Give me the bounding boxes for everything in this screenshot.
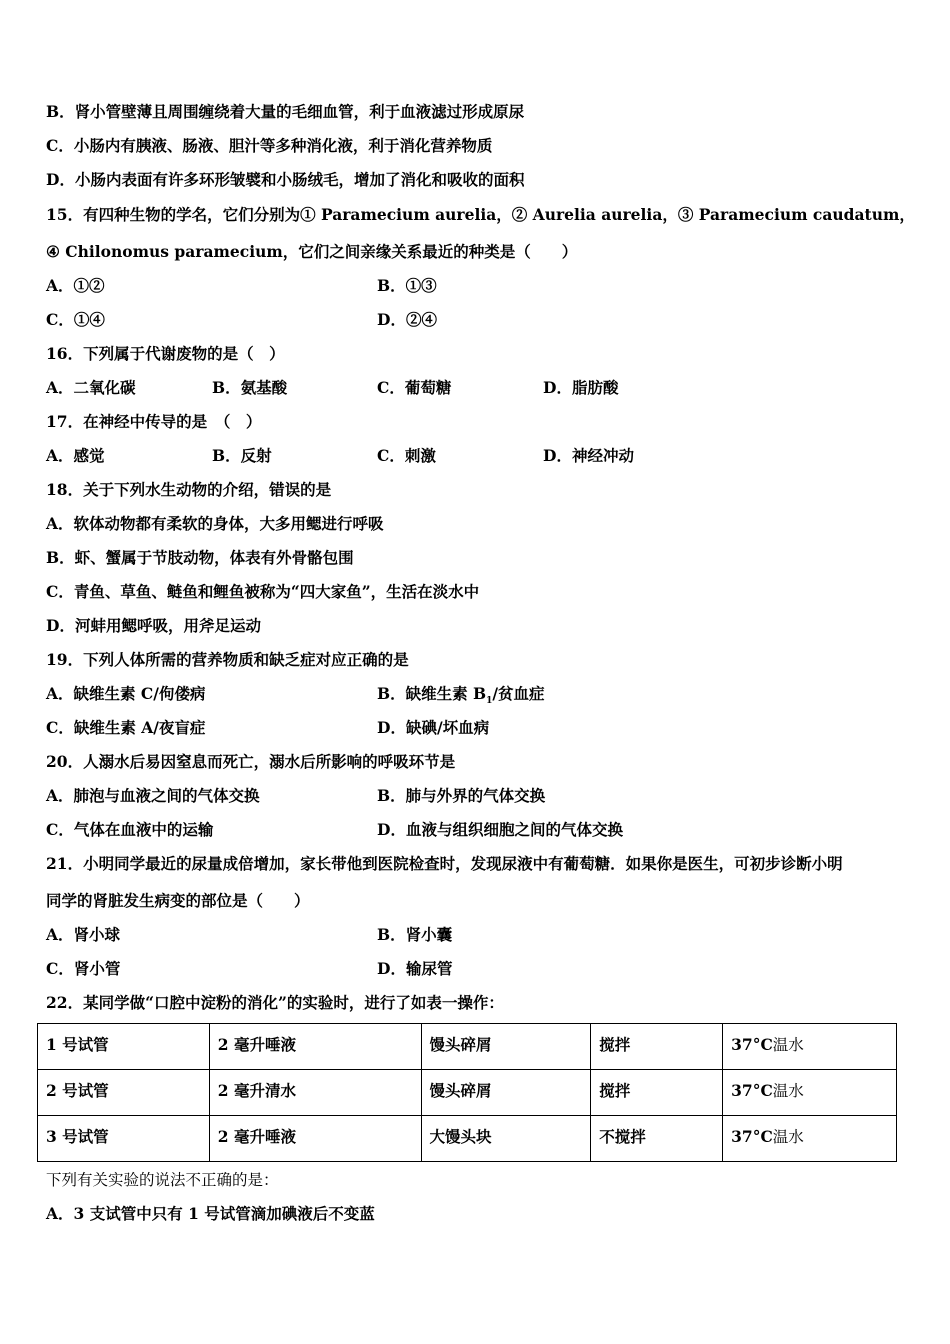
q19-stem: 19．下列人体所需的营养物质和缺乏症对应正确的是	[46, 650, 409, 669]
q19-option-b-subscript: 1	[486, 696, 493, 707]
q17-option-a: A．感觉	[46, 446, 105, 465]
q15-stem-line2: ④ Chilonomus paramecium，它们之间亲缘关系最近的种类是（ ）	[46, 242, 578, 261]
table-cell: 2 毫升唾液	[209, 1024, 421, 1070]
q19-option-b	[377, 684, 545, 711]
q20-option-d: D．血液与组织细胞之间的气体交换	[377, 820, 623, 839]
q15-option-d: D．②④	[377, 310, 437, 329]
table-cell: 2 号试管	[38, 1070, 210, 1116]
table-cell	[723, 1024, 897, 1070]
q17-option-b: B．反射	[212, 446, 272, 465]
q16-stem: 16．下列属于代谢废物的是（ ）	[46, 344, 285, 363]
q17-stem: 17．在神经中传导的是 （ ）	[46, 412, 262, 431]
table-row	[38, 1070, 897, 1116]
table-cell	[723, 1070, 897, 1116]
temperature-value: 37°C	[731, 1035, 773, 1054]
q21-stem-line1: 21．小明同学最近的尿量成倍增加，家长带他到医院检查时，发现尿液中有葡萄糖．如果你是医生，可初步诊断小明	[46, 854, 843, 873]
q14-option-c: C．小肠内有胰液、肠液、胆汁等多种消化液，利于消化营养物质	[46, 136, 493, 155]
q21-option-c: C．肾小管	[46, 959, 121, 978]
q22-stem: 22．某同学做“口腔中淀粉的消化”的实验时，进行了如表一操作：	[46, 993, 504, 1012]
q22-option-a: A．3 支试管中只有 1 号试管滴加碘液后不变蓝	[46, 1204, 375, 1223]
q17-option-c: C．刺激	[377, 446, 436, 465]
q17-option-d: D．神经冲动	[543, 446, 634, 465]
table-cell	[723, 1116, 897, 1162]
q22-experiment-table	[37, 1023, 897, 1162]
table-cell: 馒头碎屑	[421, 1024, 591, 1070]
q19-option-a: A．缺维生素 C/佝偻病	[46, 684, 206, 703]
q15-option-c: C．①④	[46, 310, 105, 329]
table-cell: 1 号试管	[38, 1024, 210, 1070]
q14-option-b: B．肾小管壁薄且周围缠绕着大量的毛细血管，利于血液滤过形成原尿	[46, 102, 525, 121]
q19-option-b-prefix: B．缺维生素 B	[377, 684, 487, 703]
q16-option-b: B．氨基酸	[212, 378, 288, 397]
q19-option-c: C．缺维生素 A/夜盲症	[46, 718, 206, 737]
q21-option-a: A．肾小球	[46, 925, 121, 944]
q15-option-b: B．①③	[377, 276, 437, 295]
q15-option-a: A．①②	[46, 276, 105, 295]
q20-stem: 20．人溺水后易因窒息而死亡，溺水后所影响的呼吸环节是	[46, 752, 456, 771]
q20-option-a: A．肺泡与血液之间的气体交换	[46, 786, 260, 805]
table-cell: 馒头碎屑	[421, 1070, 591, 1116]
q18-option-d: D．河蚌用鳃呼吸，用斧足运动	[46, 616, 261, 635]
q16-option-c: C．葡萄糖	[377, 378, 452, 397]
table-row	[38, 1024, 897, 1070]
q16-option-a: A．二氧化碳	[46, 378, 136, 397]
temperature-value: 37°C	[731, 1127, 773, 1146]
q16-option-d: D．脂肪酸	[543, 378, 619, 397]
q18-stem: 18．关于下列水生动物的介绍，错误的是	[46, 480, 332, 499]
q20-option-b: B．肺与外界的气体交换	[377, 786, 546, 805]
q21-stem-line2: 同学的肾脏发生病变的部位是（ ）	[46, 891, 310, 910]
temperature-value: 37°C	[731, 1081, 773, 1100]
table-cell: 2 毫升唾液	[209, 1116, 421, 1162]
table-cell: 搅拌	[591, 1070, 723, 1116]
q14-option-d: D．小肠内表面有许多环形皱襞和小肠绒毛，增加了消化和吸收的面积	[46, 170, 525, 189]
table-cell: 2 毫升清水	[209, 1070, 421, 1116]
q18-option-a: A．软体动物都有柔软的身体，大多用鳃进行呼吸	[46, 514, 384, 533]
table-cell: 搅拌	[591, 1024, 723, 1070]
temperature-medium: 温水	[772, 1036, 804, 1054]
table-cell: 不搅拌	[591, 1116, 723, 1162]
q20-option-c: C．气体在血液中的运输	[46, 820, 214, 839]
q19-option-b-suffix: /贫血症	[492, 684, 545, 703]
q18-option-c: C．青鱼、草鱼、鲢鱼和鲤鱼被称为“四大家鱼”，生活在淡水中	[46, 582, 480, 601]
q21-option-b: B．肾小囊	[377, 925, 453, 944]
q21-option-d: D．输尿管	[377, 959, 453, 978]
q22-followup: 下列有关实验的说法不正确的是：	[46, 1171, 279, 1189]
table-row	[38, 1116, 897, 1162]
table-cell: 3 号试管	[38, 1116, 210, 1162]
q19-option-d: D．缺碘/坏血病	[377, 718, 490, 737]
temperature-medium: 温水	[772, 1128, 804, 1146]
q18-option-b: B．虾、蟹属于节肢动物，体表有外骨骼包围	[46, 548, 354, 567]
temperature-medium: 温水	[772, 1082, 804, 1100]
table-cell: 大馒头块	[421, 1116, 591, 1162]
q15-stem-line1: 15．有四种生物的学名，它们分别为① Paramecium aurelia，② Aurelia aurelia，③ Paramecium caudatum，	[46, 205, 915, 224]
